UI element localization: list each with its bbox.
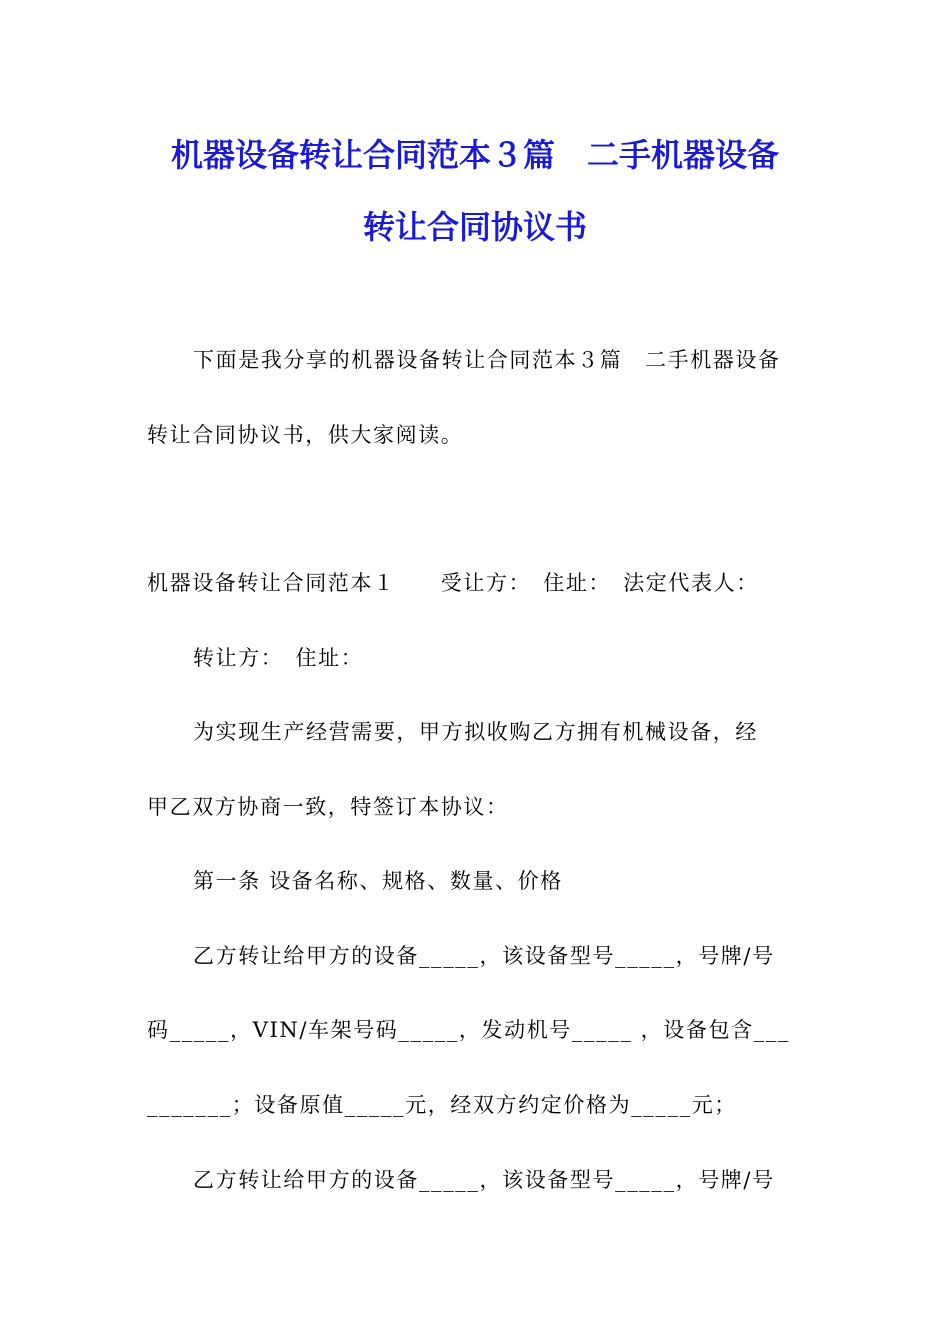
equipment-paragraph-2-line-1: 乙方转让给甲方的设备_____，该设备型号_____，号牌/号 [193, 1168, 775, 1192]
intro-paragraph-line-1: 下面是我分享的机器设备转让合同范本３篇 二手机器设备 [193, 348, 781, 372]
document-title-line-1: 机器设备转让合同范本３篇 二手机器设备 [170, 136, 779, 174]
intro-paragraph-line-2: 转让合同协议书，供大家阅读。 [147, 423, 464, 447]
purpose-paragraph-line-1: 为实现生产经营需要，甲方拟收购乙方拥有机械设备，经 [193, 720, 758, 744]
equipment-paragraph-line-1: 乙方转让给甲方的设备_____，该设备型号_____，号牌/号 [193, 944, 775, 968]
document-title-line-2: 转让合同协议书 [362, 208, 587, 246]
article-one-heading: 第一条 设备名称、规格、数量、价格 [193, 869, 563, 893]
equipment-paragraph-line-2: 码_____，VIN/车架号码_____，发动机号_____ ，设备包含___ [147, 1018, 790, 1042]
equipment-paragraph-line-3: _______；设备原值_____元，经双方约定价格为_____元； [147, 1093, 737, 1117]
contract-heading-parties: 机器设备转让合同范本１ 受让方： 住址： 法定代表人： [147, 571, 759, 595]
purpose-paragraph-line-2: 甲乙双方协商一致，特签订本协议： [147, 795, 509, 819]
transferor-line: 转让方： 住址： [193, 646, 364, 670]
